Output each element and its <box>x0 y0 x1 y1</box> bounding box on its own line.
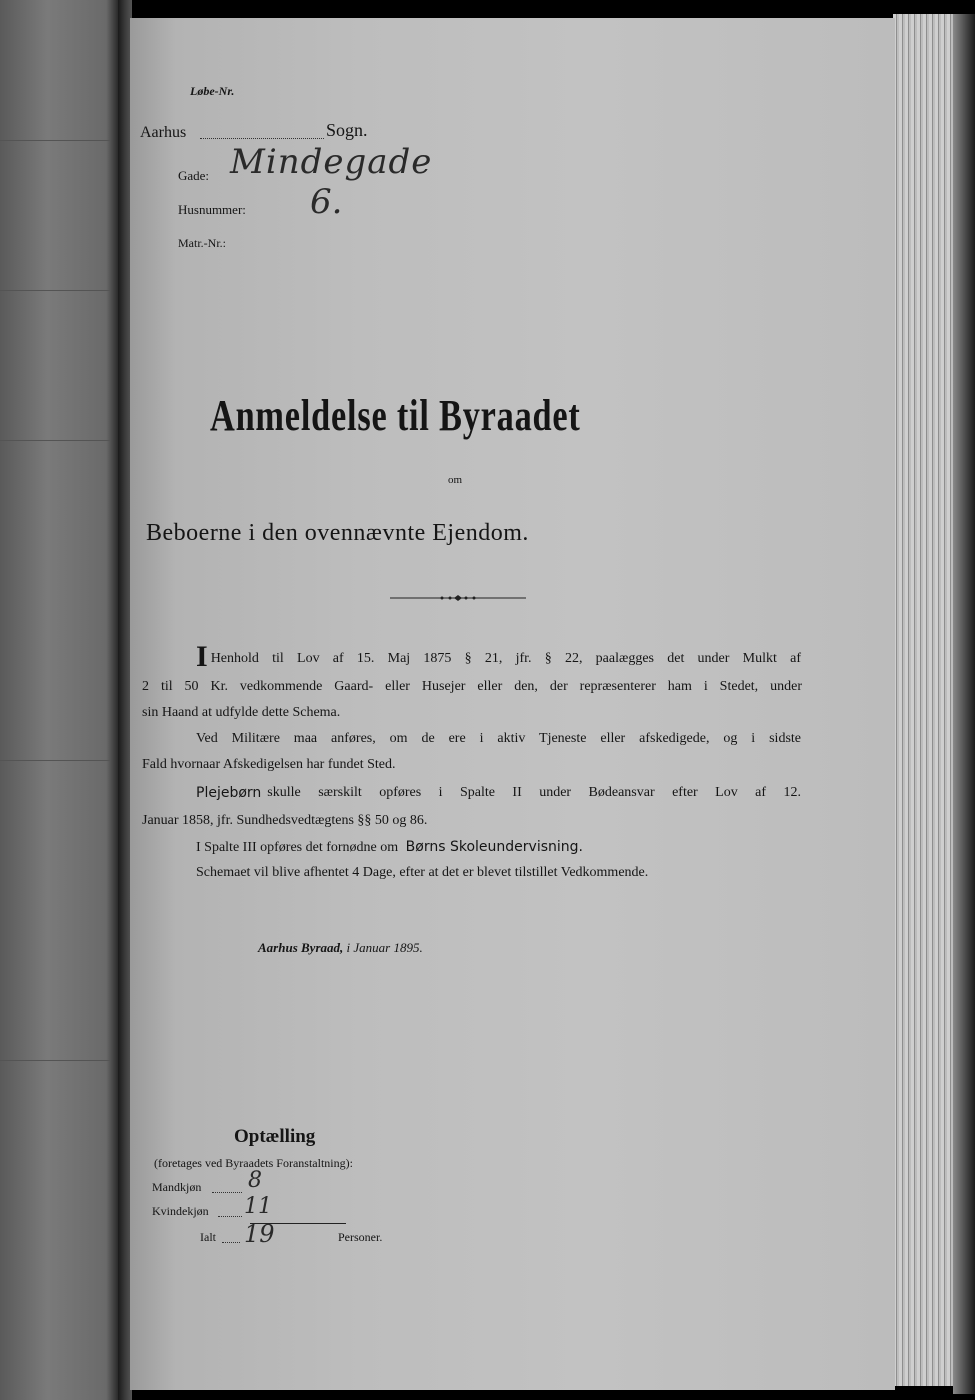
male-count-handwritten: 8 <box>248 1168 262 1193</box>
ruled-line <box>0 440 110 441</box>
notice-line-6 <box>196 780 801 806</box>
document-subtitle: Beboerne i den ovennævnte Ejendom. <box>146 520 529 546</box>
skole-emphasis: Børns Skoleundervisning. <box>405 839 583 855</box>
ruled-line <box>0 1060 110 1061</box>
notice-line-1 <box>196 640 801 673</box>
ruled-line <box>0 140 110 141</box>
parish-dotted-line <box>200 138 324 139</box>
notice-line-4: Ved Militære maa anføres, om de ere i aktiv Tjeneste eller afskedigede, og i sidste <box>196 731 801 746</box>
count-note: (foretages ved Byraadets Foranstaltning): <box>154 1156 353 1170</box>
male-label: Mandkjøn <box>152 1180 202 1194</box>
plejeborn-emphasis: Plejebørn <box>196 785 262 801</box>
ruled-line <box>0 290 110 291</box>
parish-prefix: Aarhus <box>140 124 187 141</box>
ruled-line <box>0 760 110 761</box>
document-title: Anmeldelse til Byraadet <box>210 391 581 440</box>
count-heading: Optælling <box>234 1126 316 1147</box>
parish-suffix: Sogn. <box>326 120 368 140</box>
left-facing-page <box>0 0 118 1400</box>
street-label: Gade: <box>178 168 210 183</box>
signature-authority: Aarhus Byraad, <box>258 940 344 955</box>
ornament-divider <box>390 592 526 604</box>
signature-date: i Januar 1895. <box>346 940 423 955</box>
house-number-handwritten: 6. <box>310 182 343 222</box>
lobe-nr-label: Løbe-Nr. <box>190 84 235 98</box>
notice-text: I Spalte III opføres det fornødne om <box>196 840 399 855</box>
notice-line-8 <box>196 834 583 861</box>
notice-line-5: Fald hvornaar Afskedigelsen har fundet Sted. <box>142 757 396 772</box>
total-count-handwritten: 19 <box>244 1220 275 1248</box>
street-value-handwritten: Mindegade <box>230 142 433 182</box>
female-label: Kvindekjøn <box>152 1204 209 1218</box>
notice-text: Henhold til Lov af 15. Maj 1875 § 21, jfr. § 22, paalægges det under Mulkt af <box>210 651 801 666</box>
house-number-label: Husnummer: <box>178 202 246 217</box>
edge-shadow <box>953 14 975 1394</box>
page-edges <box>893 14 953 1386</box>
female-dotted-line <box>218 1216 242 1217</box>
notice-line-3: sin Haand at udfylde dette Schema. <box>142 705 341 720</box>
notice-line-7: Januar 1858, jfr. Sundhedsvedtægtens §§ 50 og 86. <box>142 813 428 828</box>
title-connector: om <box>448 474 463 486</box>
notice-line-2: 2 til 50 Kr. vedkommende Gaard- eller Husejer eller den, der repræsenterer ham i Stedet, under <box>142 679 802 694</box>
signature-line <box>258 940 423 956</box>
female-count-handwritten: 11 <box>244 1194 272 1219</box>
document-page <box>130 18 895 1390</box>
initial-letter: I <box>196 640 208 673</box>
notice-line-9: Schemaet vil blive afhentet 4 Dage, efter at det er blevet tilstillet Vedkommende. <box>196 865 649 880</box>
total-dotted-line <box>222 1242 240 1243</box>
total-label: Ialt <box>200 1230 216 1244</box>
male-dotted-line <box>212 1192 242 1193</box>
persons-label: Personer. <box>338 1230 383 1244</box>
notice-text: skulle særskilt opføres i Spalte II under Bødeansvar efter Lov af 12. <box>267 785 801 800</box>
matr-nr-label: Matr.-Nr.: <box>178 236 226 250</box>
